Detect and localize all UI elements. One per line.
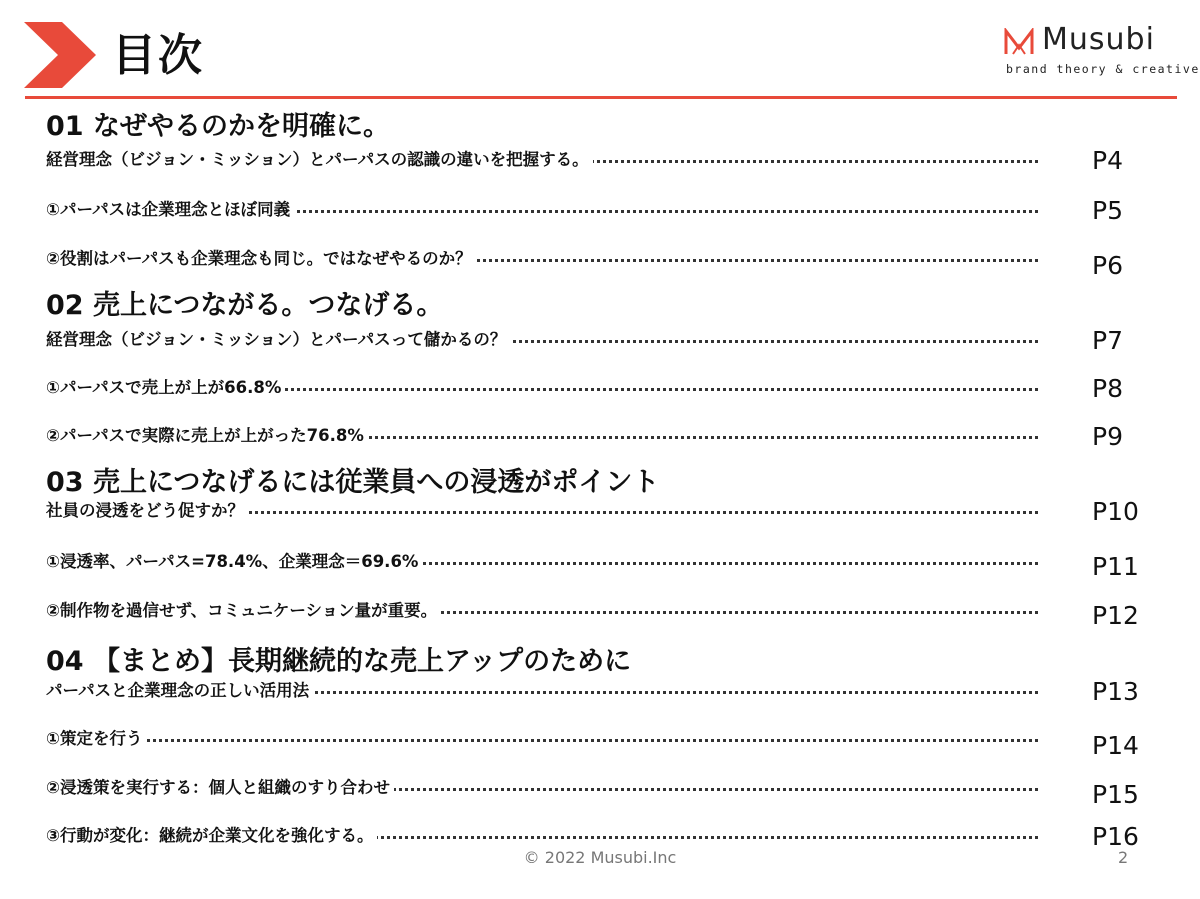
section-heading-02: 02 売上につながる。つなげる。 <box>46 290 444 321</box>
toc-entry-page: P12 <box>1092 601 1139 630</box>
toc-entry[interactable] <box>46 372 1200 412</box>
toc-entry[interactable] <box>46 495 1200 535</box>
toc-entry-page: P10 <box>1092 497 1139 526</box>
toc-entry-page: P14 <box>1092 731 1139 760</box>
toc-entry-text: 経営理念（ビジョン・ミッション）とパーパスって儲かるの？ <box>46 328 510 352</box>
toc-entry[interactable] <box>46 723 1200 763</box>
toc-entry-text: ③行動が変化：継続が企業文化を強化する。 <box>46 824 377 848</box>
toc-entry-text: 経営理念（ビジョン・ミッション）とパーパスの認識の違いを把握する。 <box>46 148 593 172</box>
toc-entry[interactable] <box>46 772 1200 812</box>
section-heading-01: 01 なぜやるのかを明確に。 <box>46 111 390 142</box>
logo-name: Musubi <box>1042 22 1155 57</box>
toc-entry-page: P16 <box>1092 822 1139 851</box>
toc-entry-page: P11 <box>1092 552 1139 581</box>
logo-tagline: brand theory & creative <box>1006 62 1200 76</box>
toc-entry[interactable] <box>46 324 1200 364</box>
toc-entry-text: ①パーパスは企業理念とほぼ同義 <box>46 198 294 222</box>
toc-entry-text: ①策定を行う <box>46 727 146 751</box>
toc-entry-text: ②浸透策を実行する：個人と組織のすり合わせ <box>46 776 394 800</box>
toc-entry-page: P13 <box>1092 677 1139 706</box>
toc-entry-text: ②制作物を過信せず、コミュニケーション量が重要。 <box>46 599 441 623</box>
section-heading-04: 04 【まとめ】長期継続的な売上アップのために <box>46 646 632 677</box>
toc-entry-page: P8 <box>1092 374 1123 403</box>
toc-entry[interactable] <box>46 675 1200 715</box>
toc-entry[interactable] <box>46 243 1200 283</box>
toc-entry[interactable] <box>46 595 1200 635</box>
page-title: 目次 <box>112 30 204 81</box>
toc-entry-text: ②パーパスで実際に売上が上がった76.8% <box>46 424 368 448</box>
leader-dots <box>46 739 1038 742</box>
toc-entry-text: ②役割はパーパスも企業理念も同じ。ではなぜやるのか？ <box>46 247 476 271</box>
toc-entry-text: ①パーパスで売上が上が66.8% <box>46 376 285 400</box>
toc-entry[interactable] <box>46 420 1200 460</box>
slide-page-number: 2 <box>1118 848 1129 867</box>
toc-entry-page: P4 <box>1092 146 1123 175</box>
section-heading-03: 03 売上につなげるには従業員への浸透がポイント <box>46 467 660 498</box>
toc-entry-page: P9 <box>1092 422 1123 451</box>
toc-entry-text: ①浸透率、パーパス=78.4%、企業理念＝69.6% <box>46 550 422 574</box>
toc-entry[interactable] <box>46 546 1200 586</box>
toc-entry-page: P15 <box>1092 780 1139 809</box>
toc-entry[interactable] <box>46 144 1200 184</box>
toc-entry[interactable] <box>46 194 1200 234</box>
copyright-footer: © 2022 Musubi.Inc <box>523 848 677 867</box>
toc-entry-text: 社員の浸透をどう促すか？ <box>46 499 248 523</box>
toc-entry-page: P6 <box>1092 251 1123 280</box>
toc-entry-text: パーパスと企業理念の正しい活用法 <box>46 679 313 703</box>
toc-entry-page: P7 <box>1092 326 1123 355</box>
toc-entry-page: P5 <box>1092 196 1123 225</box>
